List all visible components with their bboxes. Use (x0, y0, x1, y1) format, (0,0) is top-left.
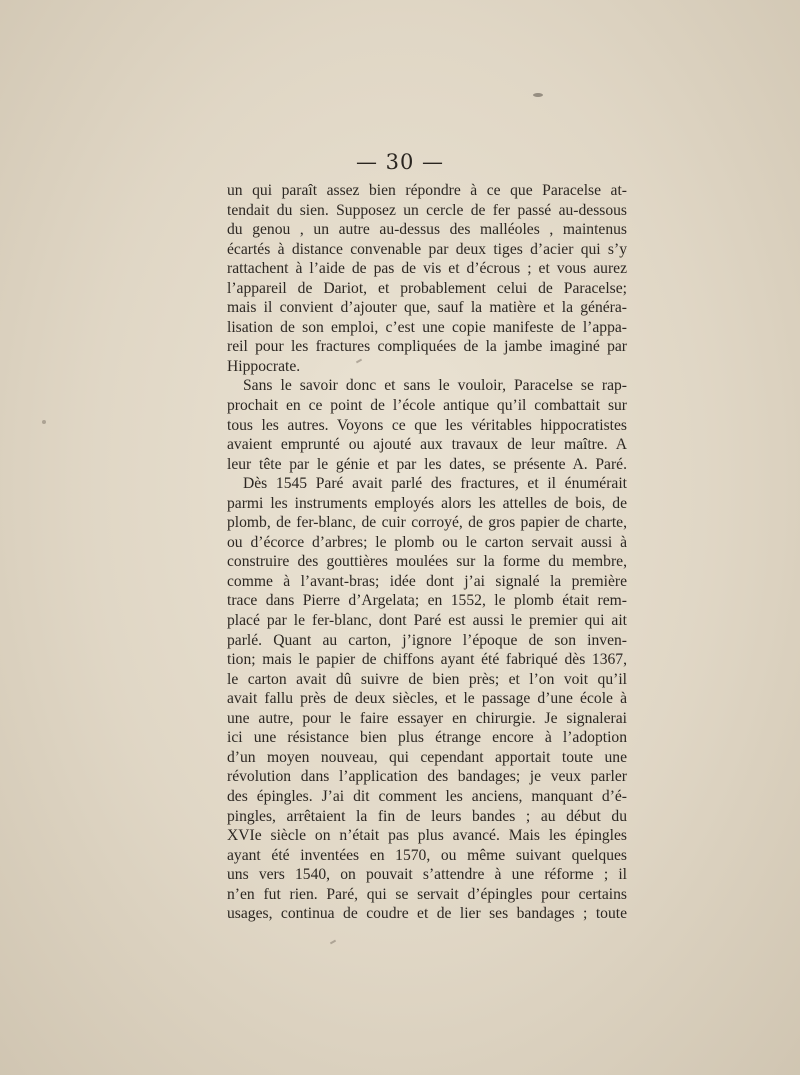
text-line: d’un moyen nouveau, qui cependant apportait toute une (227, 748, 627, 766)
text-line: ayant été inventées en 1570, ou même suivant quelques (227, 846, 627, 864)
text-line: Hippocrate. (227, 357, 301, 375)
text-line: plomb, de fer-blanc, de cuir corroyé, de gros papier de charte, (227, 514, 627, 532)
text-line: un qui paraît assez bien répondre à ce que Paracelse at- (227, 182, 627, 199)
text-line: trace dans Pierre d’Argelata; en 1552, le plomb était rem- (227, 592, 627, 610)
text-line: parmi les instruments employés alors les attelles de bois, de (227, 494, 627, 512)
text-line: une autre, pour le faire essayer en chirurgie. Je signalerai (227, 709, 627, 727)
text-line: XVIe siècle on n’était pas plus avancé. Mais les épingles (227, 827, 627, 845)
text-line: usages, continua de coudre et de lier ses bandages ; toute (227, 905, 627, 923)
text-line: ici une résistance bien plus étrange encore à l’adoption (227, 729, 627, 747)
body-text (227, 181, 627, 924)
text-line: reil pour les fractures compliquées de la jambe imaginé par (227, 338, 627, 356)
ink-smudge (533, 93, 543, 97)
text-line: avaient emprunté ou ajouté aux travaux de leur maître. A (227, 436, 627, 454)
text-line: prochait en ce point de l’école antique qu’il combattait sur (227, 397, 627, 415)
text-line: placé par le fer-blanc, dont Paré est aussi le premier qui ait (227, 612, 627, 630)
text-line: des épingles. J’ai dit comment les anciens, manquant d’é- (227, 787, 627, 805)
text-line: construire des gouttières moulées sur la forme du membre, (227, 553, 627, 571)
text-line: pingles, arrêtaient la fin de leurs bandes ; au début du (227, 807, 627, 825)
text-line: lisation de son emploi, c’est une copie manifeste de l’appa- (227, 318, 627, 336)
text-line: mais il convient d’ajouter que, sauf la matière et la généra- (227, 299, 627, 317)
paper-speck (42, 420, 46, 424)
text-line: révolution dans l’application des bandages; je veux parler (227, 768, 627, 786)
text-line: n’en fut rien. Paré, qui se servait d’épingles pour certains (227, 885, 627, 903)
text-line: Sans le savoir donc et sans le vouloir, Paracelse se rap- (243, 377, 627, 395)
text-line: leur tête par le génie et par les dates, se présente A. Paré. (227, 455, 627, 473)
text-line: avait fallu près de deux siècles, et le passage d’une école à (227, 690, 627, 708)
text-line: rattachent à l’aide de pas de vis et d’écrous ; et vous aurez (227, 260, 627, 278)
text-line: uns vers 1540, on pouvait s’attendre à une réforme ; il (227, 866, 627, 884)
text-line: l’appareil de Dariot, et probablement celui de Paracelse; (227, 279, 627, 297)
text-line: comme à l’avant-bras; idée dont j’ai signalé la première (227, 572, 627, 590)
paper-speck (330, 940, 336, 945)
text-line: le carton avait dû suivre de bien près; et l’on voit qu’il (227, 670, 627, 688)
page-number: — 30 — (355, 150, 445, 174)
text-line: du genou , un autre au-dessus des malléoles , maintenus (227, 221, 627, 239)
text-line: Dès 1545 Paré avait parlé des fractures, et il énumérait (243, 475, 627, 493)
text-line: ou d’écorce d’arbres; le plomb ou le carton servait aussi à (227, 533, 627, 551)
text-line: tion; mais le papier de chiffons ayant été fabriqué dès 1367, (227, 651, 627, 669)
text-line: parlé. Quant au carton, j’ignore l’époque de son inven- (227, 631, 627, 649)
text-line: tendait du sien. Supposez un cercle de fer passé au-dessous (227, 201, 627, 219)
text-line: tous les autres. Voyons ce que les véritables hippocratistes (227, 416, 627, 434)
text-line: écartés à distance convenable par deux tiges d’acier qui s’y (227, 240, 627, 258)
